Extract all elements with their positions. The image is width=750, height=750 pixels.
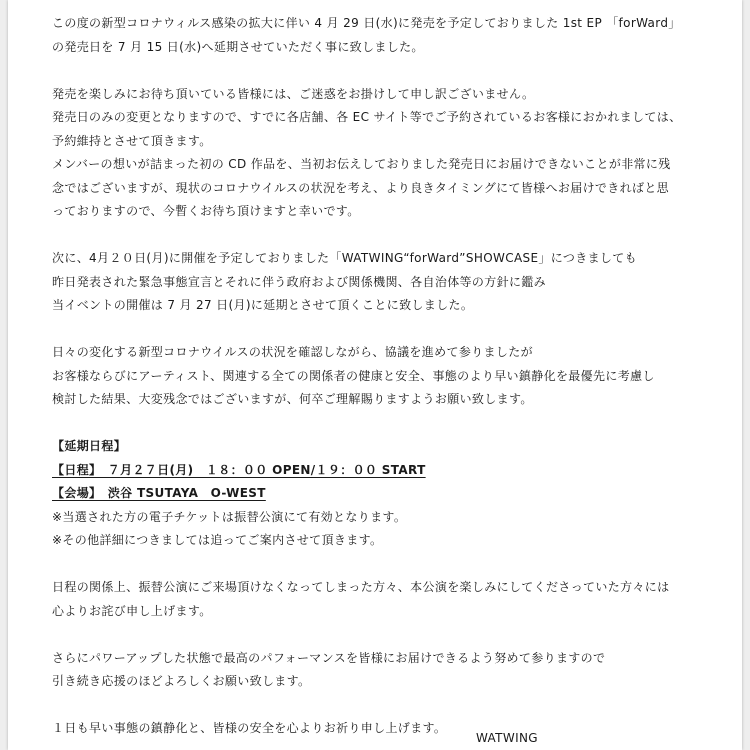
text-line: 当イベントの開催は 7 月 27 日(月)に延期とさせて頂くことに致しました。 [52, 298, 474, 312]
document-body [52, 12, 712, 741]
paragraph-apology-reservations [52, 83, 712, 224]
text-line: 次に、4月２０日(月)に開催を予定しておりました「WATWING“forWard”SHOWCASE」につきましても [52, 251, 637, 265]
schedule-venue: 【会場】 渋谷 TSUTAYA O-WEST [52, 486, 266, 500]
text-line: 発売を楽しみにお待ち頂いている皆様には、ご迷惑をお掛けして申し訳ございません。 [52, 86, 535, 101]
text-line: 昨日発表された緊急事態宣言とそれに伴う政府および関係機関、各自治体等の方針に鑑み [52, 274, 547, 289]
paragraph-closing-wish [52, 717, 712, 741]
text-line: １日も早い事態の鎮静化と、皆様の安全を心よりお祈り申し上げます。 [52, 721, 447, 735]
text-line: 検討した結果、大変残念ではございますが、何卒ご理解賜りますようお願い致します。 [52, 392, 533, 406]
schedule-note: ※その他詳細につきましては追ってご案内させて頂きます。 [52, 533, 383, 547]
paragraph-showcase-postponement [52, 247, 712, 318]
text-line: お客様ならびにアーティスト、関連する全ての関係者の健康と安全、事態のより早い鎮静化を最優先に考慮し [52, 368, 655, 383]
text-line: 日々の変化する新型コロナウイルスの状況を確認しながら、協議を進めて参りましたが [52, 345, 533, 359]
schedule-note: ※当選された方の電子チケットは振替公演にて有効となります。 [52, 509, 407, 524]
schedule-heading: 【延期日程】 [52, 439, 127, 453]
text-line: っておりますので、今暫くお待ち頂けますと幸いです。 [52, 204, 360, 218]
text-line: メンバーの想いが詰まった初の CD 作品を、当初お伝えしておりました発売日にお届けできないことが非常に残 [52, 157, 671, 171]
text-line: さらにパワーアップした状態で最高のパフォーマンスを皆様にお届けできるよう努めて参りますので [52, 650, 606, 665]
paragraph-apology-attendees [52, 576, 712, 623]
text-line: 日程の関係上、振替公演にご来場頂けなくなってしまった方々、本公演を楽しみにしてくださっていた方々には [52, 580, 670, 594]
document-page [8, 0, 742, 750]
paragraph-release-postponement [52, 12, 712, 59]
text-line: この度の新型コロナウィルス感染の拡大に伴い 4 月 29 日(水)に発売を予定しておりました 1st EP 「forWard」 [52, 16, 681, 30]
paragraph-decision-reason [52, 341, 712, 412]
text-line: 予約維持とさせて頂きます。 [52, 133, 212, 148]
postponed-schedule-section [52, 435, 712, 553]
text-line: 念ではございますが、現状のコロナウイルスの状況を考え、より良きタイミングにて皆様へお届けできればと思 [52, 180, 670, 195]
text-line: 引き続き応援のほどよろしくお願い致します。 [52, 674, 311, 688]
text-line: 心よりお詫び申し上げます。 [52, 603, 212, 618]
text-line: の発売日を 7 月 15 日(水)へ延期させていただく事に致しました。 [52, 39, 424, 54]
text-line: 発売日のみの変更となりますので、すでに各店舗、各 EC サイト等でご予約されているお客様におかれましては、 [52, 110, 682, 124]
paragraph-support-request [52, 647, 712, 694]
signature: WATWING [476, 731, 538, 745]
schedule-date: 【日程】 ７月２７日(月) １８：００ OPEN/１９：００ START [52, 462, 426, 477]
